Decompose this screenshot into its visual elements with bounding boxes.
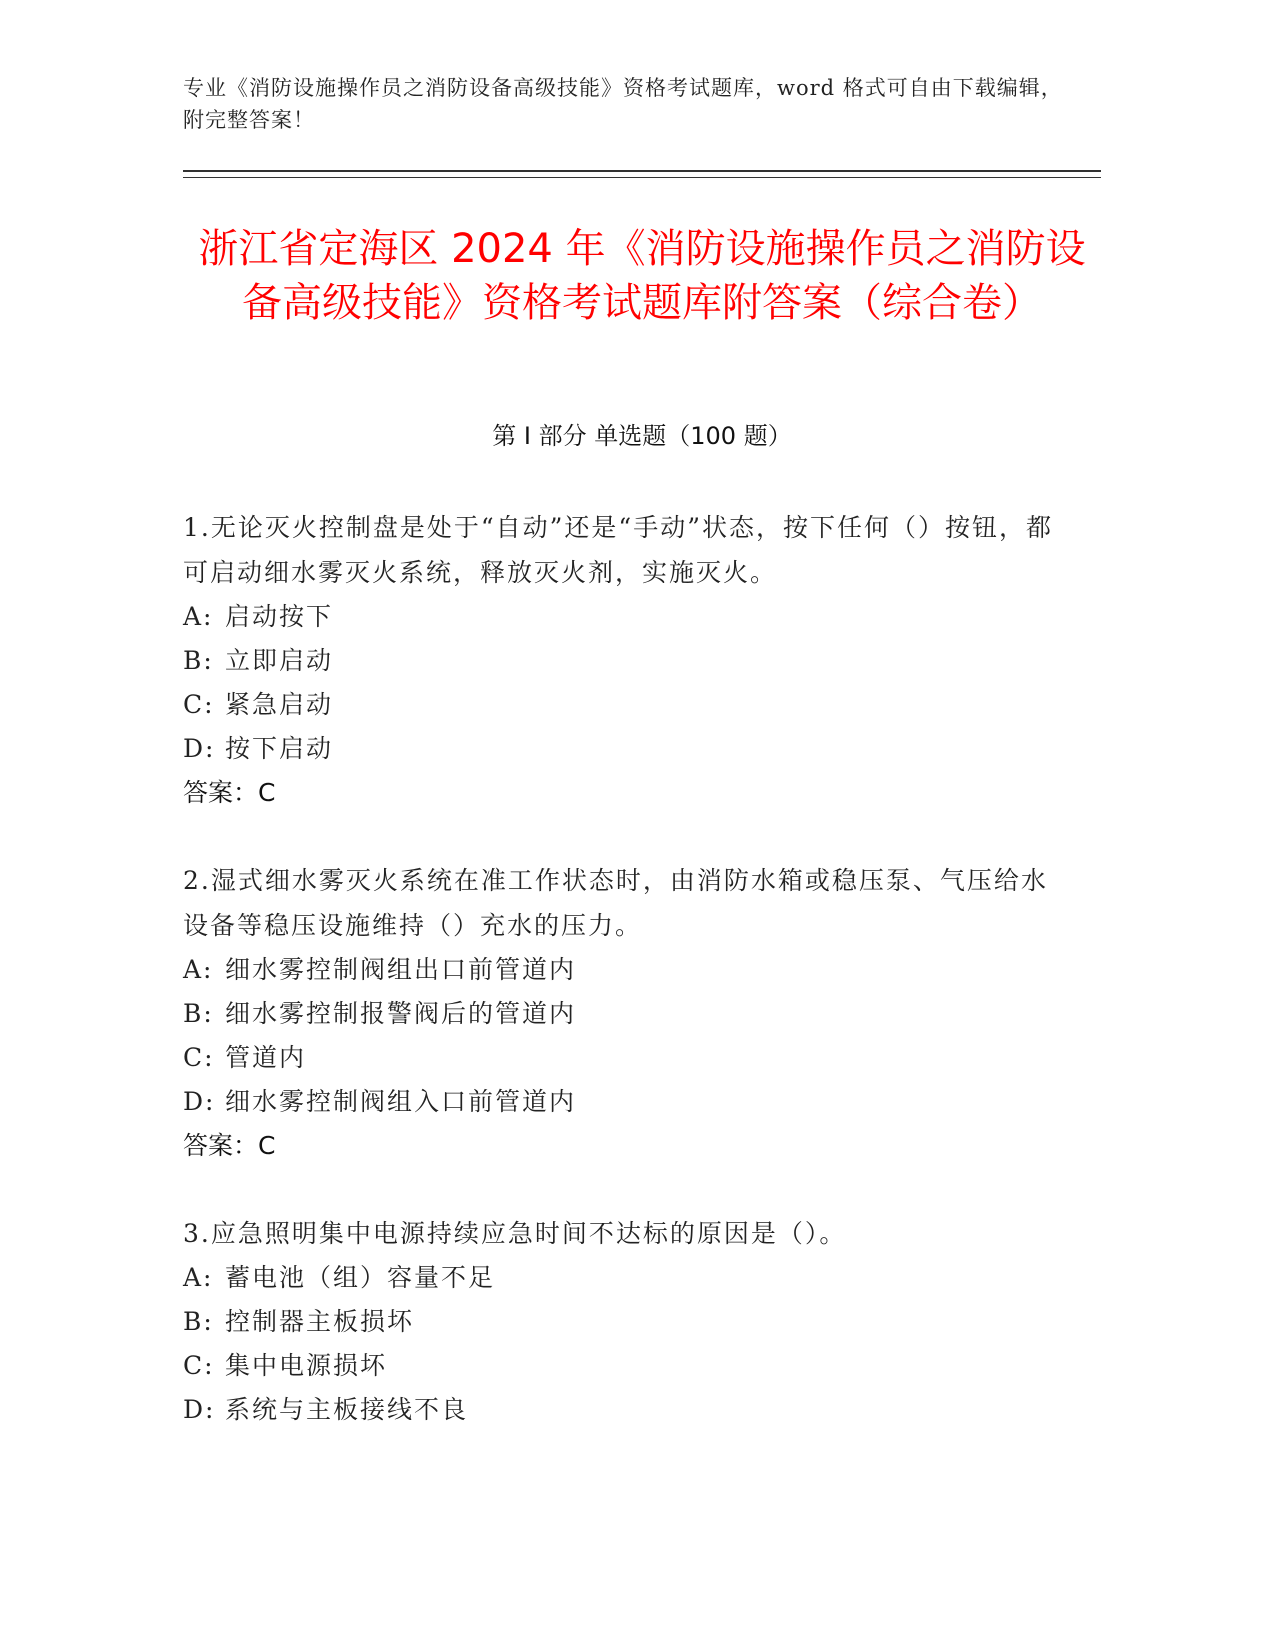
header-rule-thin (183, 177, 1101, 178)
question-stem: 3.应急照明集中电源持续应急时间不达标的原因是（）。 (183, 1219, 847, 1248)
document-title: 浙江省定海区 2024 年《消防设施操作员之消防设备高级技能》资格考试题库附答案（综合卷） (198, 226, 1086, 326)
question-stem: 2.湿式细水雾灭火系统在准工作状态时，由消防水箱或稳压泵、气压给水设备等稳压设施维持（）充水的压力。 (183, 866, 1048, 940)
option-d (183, 727, 1063, 771)
option-letter: A: (183, 602, 214, 631)
option-letter: C: (183, 690, 215, 719)
option-letter: C: (183, 1043, 215, 1072)
option-text: 控制器主板损坏 (225, 1307, 415, 1336)
option-b (183, 992, 1063, 1036)
header-note: 专业《消防设施操作员之消防设备高级技能》资格考试题库，word 格式可自由下载编辑，附完整答案！ (183, 76, 1063, 132)
option-text: 集中电源损坏 (225, 1351, 388, 1380)
option-text: 细水雾控制报警阀后的管道内 (225, 999, 577, 1028)
option-letter: D: (183, 1087, 216, 1116)
option-letter: B: (183, 999, 214, 1028)
option-a (183, 948, 1063, 992)
question-1 (183, 505, 1063, 815)
option-text: 细水雾控制阀组入口前管道内 (225, 1087, 577, 1116)
section-heading: 第 I 部分 单选题（100 题） (492, 422, 792, 450)
option-letter: B: (183, 646, 214, 675)
question-2 (183, 858, 1063, 1168)
question-list (183, 505, 1063, 1475)
option-a (183, 1256, 1063, 1300)
option-letter: B: (183, 1307, 214, 1336)
option-d (183, 1080, 1063, 1124)
option-text: 启动按下 (225, 602, 334, 631)
option-text: 紧急启动 (225, 690, 334, 719)
option-b (183, 1300, 1063, 1344)
option-text: 按下启动 (225, 734, 334, 763)
answer: 答案：C (183, 1131, 276, 1160)
option-d (183, 1388, 1063, 1432)
option-c (183, 1036, 1063, 1080)
option-letter: D: (183, 1395, 216, 1424)
question-3 (183, 1211, 1063, 1432)
option-letter: A: (183, 955, 214, 984)
option-text: 蓄电池（组）容量不足 (225, 1263, 496, 1292)
option-text: 细水雾控制阀组出口前管道内 (225, 955, 577, 984)
option-letter: D: (183, 734, 216, 763)
option-a (183, 595, 1063, 639)
answer: 答案：C (183, 778, 276, 807)
option-text: 管道内 (225, 1043, 307, 1072)
option-b (183, 639, 1063, 683)
option-text: 系统与主板接线不良 (225, 1395, 469, 1424)
option-text: 立即启动 (225, 646, 334, 675)
header-rule-thick (183, 170, 1101, 172)
question-stem: 1.无论灭火控制盘是处于“自动”还是“手动”状态，按下任何（）按钮，都可启动细水雾灭火系统，释放灭火剂，实施灭火。 (183, 513, 1053, 587)
option-c (183, 1344, 1063, 1388)
option-c (183, 683, 1063, 727)
option-letter: A: (183, 1263, 214, 1292)
option-letter: C: (183, 1351, 215, 1380)
